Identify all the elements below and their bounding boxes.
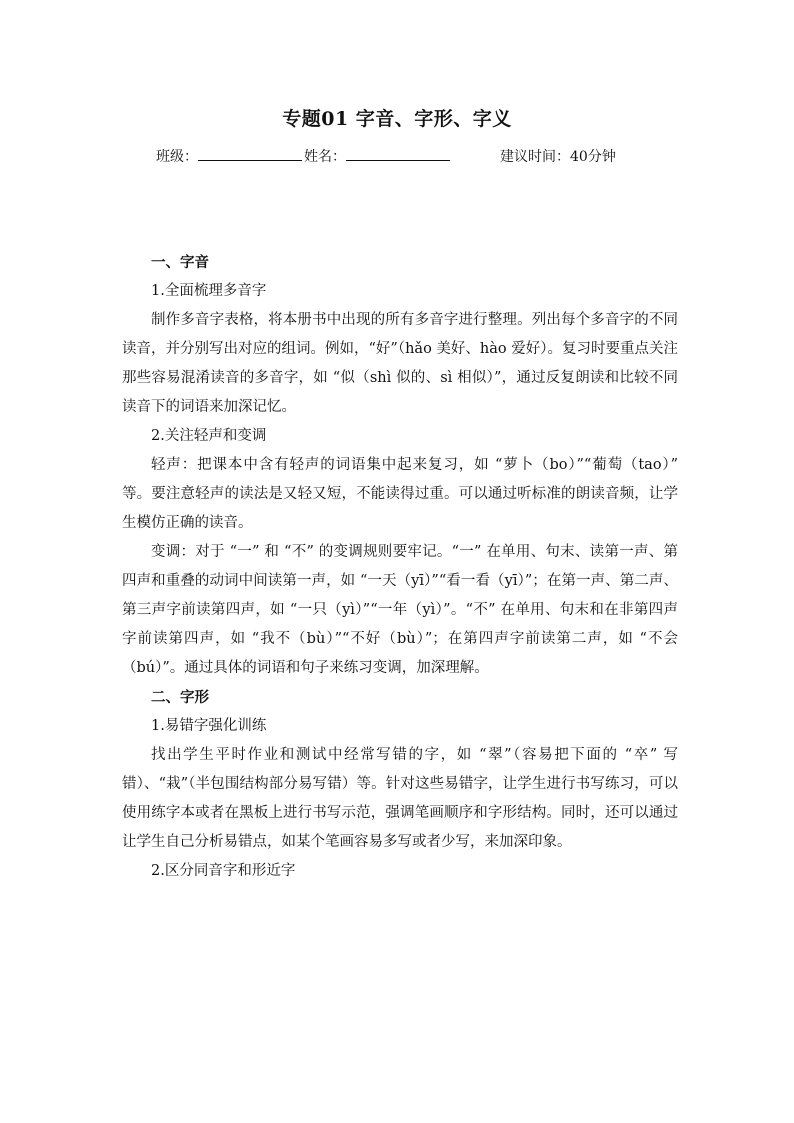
subsection-title: 2.关注轻声和变调 bbox=[151, 428, 267, 444]
paragraph: 变调：对于 “一” 和 “不” 的变调规则要牢记。“一” 在单用、句末、读第一声、第四声和重叠的动词中间读第一声，如 “一天（yī）”“看一看（yī）”；在第一声、第二声、第三声字前读第四声，如 “一只（yì）”“一年（yì）”。“不” 在单用、句末和在非第四声字前读第四声，如 “我不（bù）”“不好（bù）”；在第四声字前读第二声，如 “不会（bú）”。通过具体的词语和句子来练习变调，加深理解。 bbox=[122, 544, 678, 676]
suggested-time: 建议时间：40分钟 bbox=[500, 149, 616, 165]
class-blank[interactable] bbox=[198, 147, 302, 161]
document-body bbox=[122, 248, 678, 886]
class-label: 班级： bbox=[156, 149, 198, 165]
subsection-title: 2.区分同音字和形近字 bbox=[151, 863, 296, 879]
page-title: 专题01 字音、字形、字义 bbox=[282, 108, 512, 130]
section-heading-glyph: 二、字形 bbox=[151, 689, 209, 706]
name-blank[interactable] bbox=[346, 147, 450, 161]
subsection-title: 1.易错字强化训练 bbox=[151, 718, 267, 734]
paragraph: 轻声：把课本中含有轻声的词语集中起来复习，如 “萝卜（bo）”“葡萄（tao）” 等。要注意轻声的读法是又轻又短，不能读得过重。可以通过听标准的朗读音频，让学生模仿正确的读音。 bbox=[122, 457, 678, 531]
section-heading-pronunciation: 一、字音 bbox=[151, 254, 209, 271]
student-info-line bbox=[156, 146, 616, 166]
name-label: 姓名： bbox=[304, 149, 346, 165]
subsection-title: 1.全面梳理多音字 bbox=[151, 283, 267, 299]
paragraph: 制作多音字表格，将本册书中出现的所有多音字进行整理。列出每个多音字的不同读音，并分别写出对应的组词。例如，“好”（hǎo 美好、hào 爱好）。复习时要重点关注那些容易混淆读音的多音字，如 “似（shì 似的、sì 相似）”，通过反复朗读和比较不同读音下的词语来加深记忆。 bbox=[122, 312, 678, 415]
paragraph: 找出学生平时作业和测试中经常写错的字，如 “翠”（容易把下面的 “卒” 写错）、“栽”（半包围结构部分易写错）等。针对这些易错字，让学生进行书写练习，可以使用练字本或者在黑板上进行书写示范，强调笔画顺序和字形结构。同时，还可以通过让学生自己分析易错点，如某个笔画容易多写或者少写，来加深印象。 bbox=[122, 747, 678, 850]
